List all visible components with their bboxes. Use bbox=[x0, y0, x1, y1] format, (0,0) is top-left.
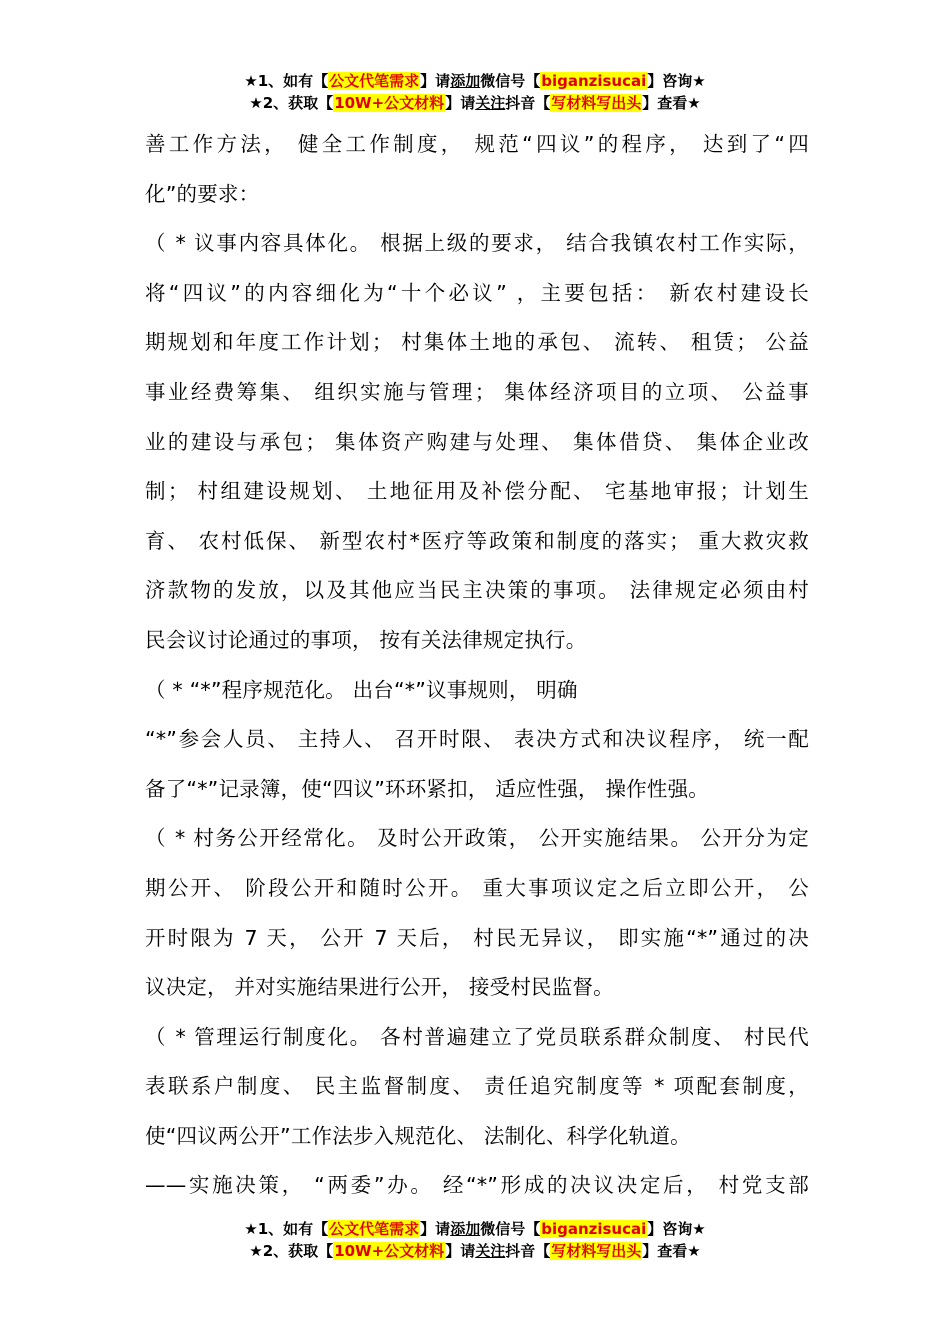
banner-text: 】咨询★ bbox=[647, 72, 706, 90]
body-line: （ * “*”程序规范化。 出台“*”议事规则， 明确 bbox=[145, 677, 578, 702]
body-line: 使“四议两公开”工作法步入规范化、 法制化、科学化轨道。 bbox=[145, 1123, 691, 1148]
body-line: 制； 村组建设规划、 土地征用及补偿分配、 宅基地审报；计划生 bbox=[145, 479, 809, 504]
document-body bbox=[145, 120, 809, 1211]
body-line: 期公开、 阶段公开和随时公开。 重大事项议定之后立即公开， 公 bbox=[145, 875, 809, 900]
banner-underline: 关注 bbox=[475, 1242, 506, 1260]
banner-line-1 bbox=[0, 70, 950, 92]
banner-highlight: 10W+公文材料 bbox=[334, 1242, 445, 1260]
body-line: 济款物的发放，以及其他应当民主决策的事项。 法律规定必须由村 bbox=[145, 578, 809, 603]
banner-text: 】查看★ bbox=[642, 94, 701, 112]
body-line: 开时限为 7 天， 公开 7 天后， 村民无异议， 即实施“*”通过的决 bbox=[145, 925, 809, 950]
body-line: 化”的要求： bbox=[145, 181, 260, 206]
banner-text: ★1、如有【 bbox=[244, 1220, 329, 1238]
body-line: （ * 村务公开经常化。 及时公开政策， 公开实施结果。 公开分为定 bbox=[145, 826, 809, 851]
body-line: 期规划和年度工作计划； 村集体土地的承包、 流转、 租赁； 公益 bbox=[145, 330, 809, 355]
banner-text: 抖音【 bbox=[505, 94, 551, 112]
body-line: ——实施决策， “两委”办。 经“*”形成的决议决定后， 村党支部 bbox=[145, 1173, 809, 1198]
banner-text: 】咨询★ bbox=[647, 1220, 706, 1238]
body-line: 事业经费筹集、 组织实施与管理； 集体经济项目的立项、 公益事 bbox=[145, 379, 809, 404]
banner-text: 抖音【 bbox=[505, 1242, 551, 1260]
banner-line-2 bbox=[0, 1240, 950, 1262]
banner-text: 】请 bbox=[420, 72, 451, 90]
body-line: （ * 管理运行制度化。 各村普遍建立了党员联系群众制度、 村民代 bbox=[145, 1024, 809, 1049]
body-line: 民会议讨论通过的事项， 按有关法律规定执行。 bbox=[145, 627, 587, 652]
banner-highlight: 公文代笔需求 bbox=[329, 1220, 420, 1238]
body-line: 育、 农村低保、 新型农村*医疗等政策和制度的落实； 重大救灾救 bbox=[145, 528, 809, 553]
banner-highlight: 写材料写出头 bbox=[551, 94, 642, 112]
banner-text: ★1、如有【 bbox=[244, 72, 329, 90]
banner-text: 微信号【 bbox=[480, 1220, 541, 1238]
banner-text: 微信号【 bbox=[480, 72, 541, 90]
banner-highlight: biganzisucai bbox=[541, 72, 647, 90]
body-line: “*”参会人员、 主持人、 召开时限、 表决方式和决议程序， 统一配 bbox=[145, 727, 809, 752]
footer-banner bbox=[0, 1218, 950, 1262]
body-line: 表联系户制度、 民主监督制度、 责任追究制度等 * 项配套制度， bbox=[145, 1074, 809, 1099]
header-banner bbox=[0, 70, 950, 114]
banner-text: ★2、获取【 bbox=[249, 1242, 334, 1260]
body-line: 业的建设与承包； 集体资产购建与处理、 集体借贷、 集体企业改 bbox=[145, 429, 809, 454]
body-line: 将“四议”的内容细化为“十个必议” ，主要包括： 新农村建设长 bbox=[145, 280, 809, 305]
body-line: 善工作方法， 健全工作制度， 规范“四议”的程序， 达到了“四 bbox=[145, 132, 809, 156]
banner-text: 】请 bbox=[445, 1242, 476, 1260]
banner-text: 】请 bbox=[445, 94, 476, 112]
banner-line-2 bbox=[0, 92, 950, 114]
banner-highlight: 公文代笔需求 bbox=[329, 72, 420, 90]
banner-text: ★2、获取【 bbox=[249, 94, 334, 112]
banner-highlight: 10W+公文材料 bbox=[334, 94, 445, 112]
body-line: （ * 议事内容具体化。 根据上级的要求， 结合我镇农村工作实际， bbox=[145, 231, 809, 256]
banner-text: 】查看★ bbox=[642, 1242, 701, 1260]
banner-highlight: biganzisucai bbox=[541, 1220, 647, 1238]
banner-underline: 添加 bbox=[450, 1220, 481, 1238]
banner-underline: 关注 bbox=[475, 94, 506, 112]
banner-underline: 添加 bbox=[450, 72, 481, 90]
body-line: 议决定， 并对实施结果进行公开， 接受村民监督。 bbox=[145, 975, 614, 1000]
banner-text: 】请 bbox=[420, 1220, 451, 1238]
banner-line-1 bbox=[0, 1218, 950, 1240]
body-line: 备了“*”记录簿，使“四议”环环紧扣， 适应性强， 操作性强。 bbox=[145, 776, 709, 801]
banner-highlight: 写材料写出头 bbox=[551, 1242, 642, 1260]
